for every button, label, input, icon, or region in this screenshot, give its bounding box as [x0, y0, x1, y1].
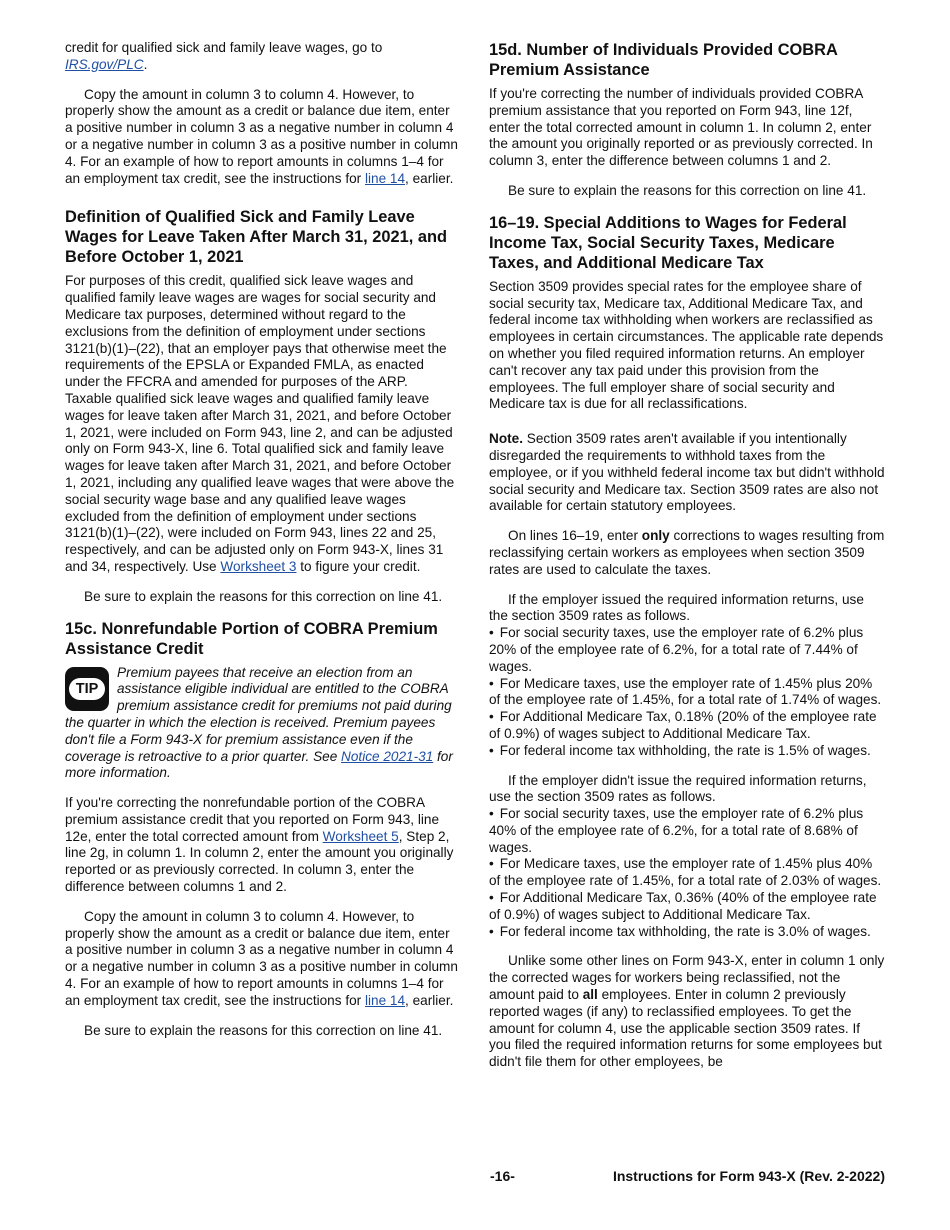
worksheet-3-link[interactable]: Worksheet 3	[220, 558, 297, 574]
notice-2021-31-link[interactable]: Notice 2021-31	[341, 748, 434, 764]
list-item: • For federal income tax withholding, the rate is 3.0% of wages.	[489, 924, 885, 941]
unlike-other-lines-paragraph: Unlike some other lines on Form 943-X, enter in column 1 only the corrected wages for workers being reclassified, not the amount paid to all employees. Enter in column 2 previously reported wages (if any) to reclassified employees. To get the amount for column 4, use the applicable section 3509 rates. If you filed the required information returns for some employees but didn't file them for other employees, be	[489, 953, 885, 1070]
explain-paragraph: Be sure to explain the reasons for this correction on line 41.	[84, 588, 443, 604]
list-item: • For social security taxes, use the employer rate of 6.2% plus 20% of the employee rate of 6.2%, for a total rate of 7.44% of wages.	[489, 625, 885, 675]
list-item: • For Additional Medicare Tax, 0.36% (40% of the employee rate of 0.9%) of wages subject to Additional Medicare Tax.	[489, 890, 885, 924]
intro-paragraph: credit for qualified sick and family leave wages, go to IRS.gov/PLC.	[65, 40, 383, 72]
issued-rates-list	[489, 625, 885, 759]
section-3509-paragraph: Section 3509 provides special rates for the employee share of social security tax, Medicare tax, Additional Medicare Tax, and federal income tax withholding when workers are reclassified as employees in certain circumstances. The applicable rate depends on whether you filed required information returns. An employer can't recover any tax paid under this provision from the employees. The full employer share of social security and Medicare tax is due for all reclassifications.	[489, 278, 884, 412]
page-footer	[65, 1168, 885, 1188]
copy-amount-paragraph: Copy the amount in column 3 to column 4. However, to properly show the amount as a credit or balance due item, enter a positive number in column 3 as a negative number in column 4 or a negative number in column 3 as a positive number in column 4. For an example of how to report amounts in columns 1–4 for an employment tax credit, see the instructions for line 14, earlier.	[65, 86, 458, 186]
worksheet-5-link[interactable]: Worksheet 5	[322, 828, 399, 844]
form-reference: Instructions for Form 943-X (Rev. 2-2022)	[612, 1168, 885, 1184]
irs-plc-link[interactable]: IRS.gov/PLC	[65, 56, 144, 72]
not-issued-rates-list	[489, 806, 885, 940]
cobra-individuals-paragraph: If you're correcting the number of individuals provided COBRA premium assistance that you reported on Form 943, line 12f, enter the total corrected amount in column 1. In column 2, enter the amount you originally reported or as previously corrected. In column 3, enter the difference between columns 1 and 2.	[489, 86, 873, 169]
copy-amount-paragraph: Copy the amount in column 3 to column 4. However, to properly show the amount as a credit or balance due item, enter a positive number in column 3 as a negative number in column 4 or a negative number in column 3 as a positive number in column 4. For an example of how to report amounts in columns 1–4 for an employment tax credit, see the instructions for line 14, earlier.	[65, 908, 458, 1008]
line-14-link[interactable]: line 14	[364, 170, 406, 186]
heading-15c: 15c. Nonrefundable Portion of COBRA Premium Assistance Credit	[65, 619, 438, 658]
list-item: • For Medicare taxes, use the employer rate of 1.45% plus 20% of the employee rate of 1.45%, for a total rate of 1.74% of wages.	[489, 676, 885, 710]
right-column	[489, 40, 885, 1084]
left-column	[65, 40, 458, 1052]
issued-returns-paragraph: If the employer issued the required information returns, use the section 3509 rates as follows.	[489, 591, 864, 624]
tip-box	[65, 665, 458, 783]
lines-16-19-paragraph: On lines 16–19, enter only corrections to wages resulting from reclassifying certain workers as employees when section 3509 rates are used to calculate the taxes.	[489, 528, 885, 577]
not-issued-returns-paragraph: If the employer didn't issue the required information returns, use the section 3509 rates as follows.	[489, 772, 867, 805]
tip-text: Premium payees that receive an election from an assistance eligible individual are entitled to the COBRA premium assistance credit for premiums not paid during the quarter in which the election is received. Premium payees don't file a Form 943-X for premium assistance even if the coverage is retroactive to a prior quarter. See Notice 2021-31 for more information.	[65, 664, 453, 781]
list-item: • For federal income tax withholding, the rate is 1.5% of wages.	[489, 743, 885, 760]
line-14-link[interactable]: line 14	[364, 992, 406, 1008]
list-item: • For Additional Medicare Tax, 0.18% (20% of the employee rate of 0.9%) of wages subject to Additional Medicare Tax.	[489, 709, 885, 743]
list-item: • For Medicare taxes, use the employer rate of 1.45% plus 40% of the employee rate of 1.45%, for a total rate of 2.03% of wages.	[489, 856, 885, 890]
page-number: -16-	[490, 1168, 515, 1184]
explain-paragraph: Be sure to explain the reasons for this correction on line 41.	[508, 182, 867, 198]
note-paragraph: Note. Section 3509 rates aren't available if you intentionally disregarded the requirements to withhold taxes from the employee, or if you withheld federal income tax but didn't withhold social security and Medicare tax. Section 3509 rates are also not available for certain statutory employees.	[489, 431, 885, 514]
list-item: • For social security taxes, use the employer rate of 6.2% plus 40% of the employee rate of 6.2%, for a total rate of 8.68% of wages.	[489, 806, 885, 856]
heading-16-19: 16–19. Special Additions to Wages for Federal Income Tax, Social Security Taxes, Medicare Taxes, and Additional Medicare Tax	[489, 213, 847, 272]
explain-paragraph: Be sure to explain the reasons for this correction on line 41.	[84, 1022, 443, 1038]
heading-definition: Definition of Qualified Sick and Family Leave Wages for Leave Taken After March 31, 2021, and Before October 1, 2021	[65, 208, 447, 267]
tip-icon: TIP	[65, 667, 109, 711]
definition-paragraph: For purposes of this credit, qualified sick leave wages and qualified family leave wages are wages for social security and Medicare tax purposes, determined without regard to the exclusions from the definition of employment under sections 3121(b)(1)–(22), that an employer pays that otherwise meet the requirements of the EPSLA or Expanded FMLA, as enacted under the FFCRA and amended for purposes of the ARP. Taxable qualified sick leave wages and qualified family leave wages for leave taken after March 31, 2021, and before October 1, 2021, were included on Form 943, line 2, and can be adjusted only on Form 943-X, line 6. Total qualified sick and family leave wages for leave taken after March 31, 2021, and before October 1, 2021, including any qualified leave wages that were above the social security wage base and any qualified leave wages excluded from the definition of employment under sections 3121(b)(1)–(22), were included on Form 943, lines 22 and 25, respectively, and can be adjusted only on Form 943-X, lines 31 and 34, respectively. Use Worksheet 3 to figure your credit.	[65, 273, 455, 574]
cobra-credit-paragraph: If you're correcting the nonrefundable portion of the COBRA premium assistance credit that you reported on Form 943, line 12e, enter the total corrected amount from Worksheet 5, Step 2, line 2g, in column 1. In column 2, enter the amount you originally reported or as previously corrected. In column 3, enter the difference between columns 1 and 2.	[65, 795, 454, 895]
heading-15d: 15d. Number of Individuals Provided COBRA Premium Assistance	[489, 41, 838, 79]
